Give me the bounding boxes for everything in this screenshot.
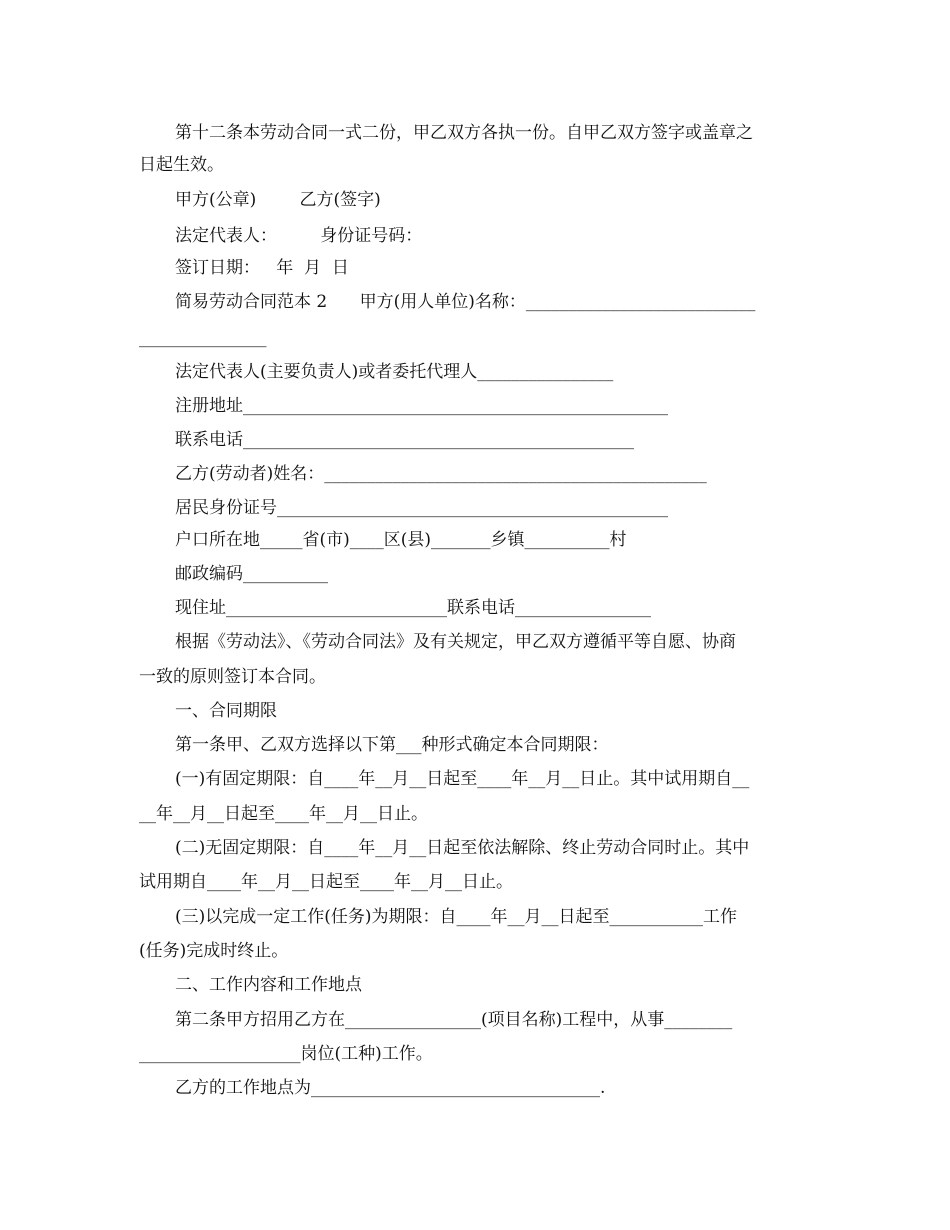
text-line: 第十二条本劳动合同一式二份，甲乙双方各执一份。自甲乙双方签字或盖章之 bbox=[175, 123, 753, 143]
text-line: 联系电话______________________________________________ bbox=[175, 430, 634, 450]
text-line: 乙方(劳动者)姓名：_____________________________________________ bbox=[175, 464, 707, 484]
text-line: 根据《劳动法》、《劳动合同法》及有关规定，甲乙双方遵循平等自愿、协商 bbox=[175, 632, 736, 652]
text-line: 居民身份证号______________________________________________ bbox=[175, 498, 668, 518]
text-line: ___________________岗位(工种)工作。 bbox=[139, 1044, 433, 1064]
text-line: 法定代表人(主要负责人)或者委托代理人________________ bbox=[175, 362, 614, 382]
section-heading: 二、工作内容和工作地点 bbox=[175, 975, 362, 995]
text-line: 试用期自____年__月__日起至____年__月__日止。 bbox=[139, 872, 513, 892]
text-line: (任务)完成时终止。 bbox=[139, 941, 289, 961]
text-line: 邮政编码__________ bbox=[175, 564, 328, 584]
text-line: 甲方(公章) 乙方(签字) bbox=[175, 190, 381, 210]
text-line: 户口所在地_____省(市)____区(县)_______乡镇__________村 bbox=[175, 530, 627, 550]
text-line: (一)有固定期限：自____年__月__日起至____年__月__日止。其中试用期自__ bbox=[175, 769, 750, 789]
text-line: 注册地址__________________________________________________ bbox=[175, 396, 668, 416]
text-line: 第一条甲、乙双方选择以下第___种形式确定本合同期限： bbox=[175, 735, 609, 755]
section-heading: 一、合同期限 bbox=[175, 701, 277, 721]
text-line: 一致的原则签订本合同。 bbox=[139, 667, 326, 687]
text-line: 日起生效。 bbox=[139, 155, 224, 175]
text-line: 现住址__________________________联系电话________________ bbox=[175, 598, 651, 618]
text-line: _______________ bbox=[139, 328, 267, 348]
text-line: 简易劳动合同范本 2 甲方(用人单位)名称：___________________________ bbox=[175, 292, 756, 312]
text-line: __年__月__日起至____年__月__日止。 bbox=[139, 804, 428, 824]
text-line: 法定代表人： 身份证号码： bbox=[175, 226, 423, 246]
text-line: 第二条甲方招用乙方在________________(项目名称)工程中，从事________ bbox=[175, 1010, 733, 1030]
text-line: (二)无固定期限：自____年__月__日起至依法解除、终止劳动合同时止。其中 bbox=[175, 838, 750, 858]
text-line: (三)以完成一定工作(任务)为期限：自____年__月__日起至___________工作 bbox=[175, 907, 738, 927]
text-line: 签订日期： 年 月 日 bbox=[175, 258, 349, 278]
text-line: 乙方的工作地点为__________________________________. bbox=[175, 1078, 606, 1098]
